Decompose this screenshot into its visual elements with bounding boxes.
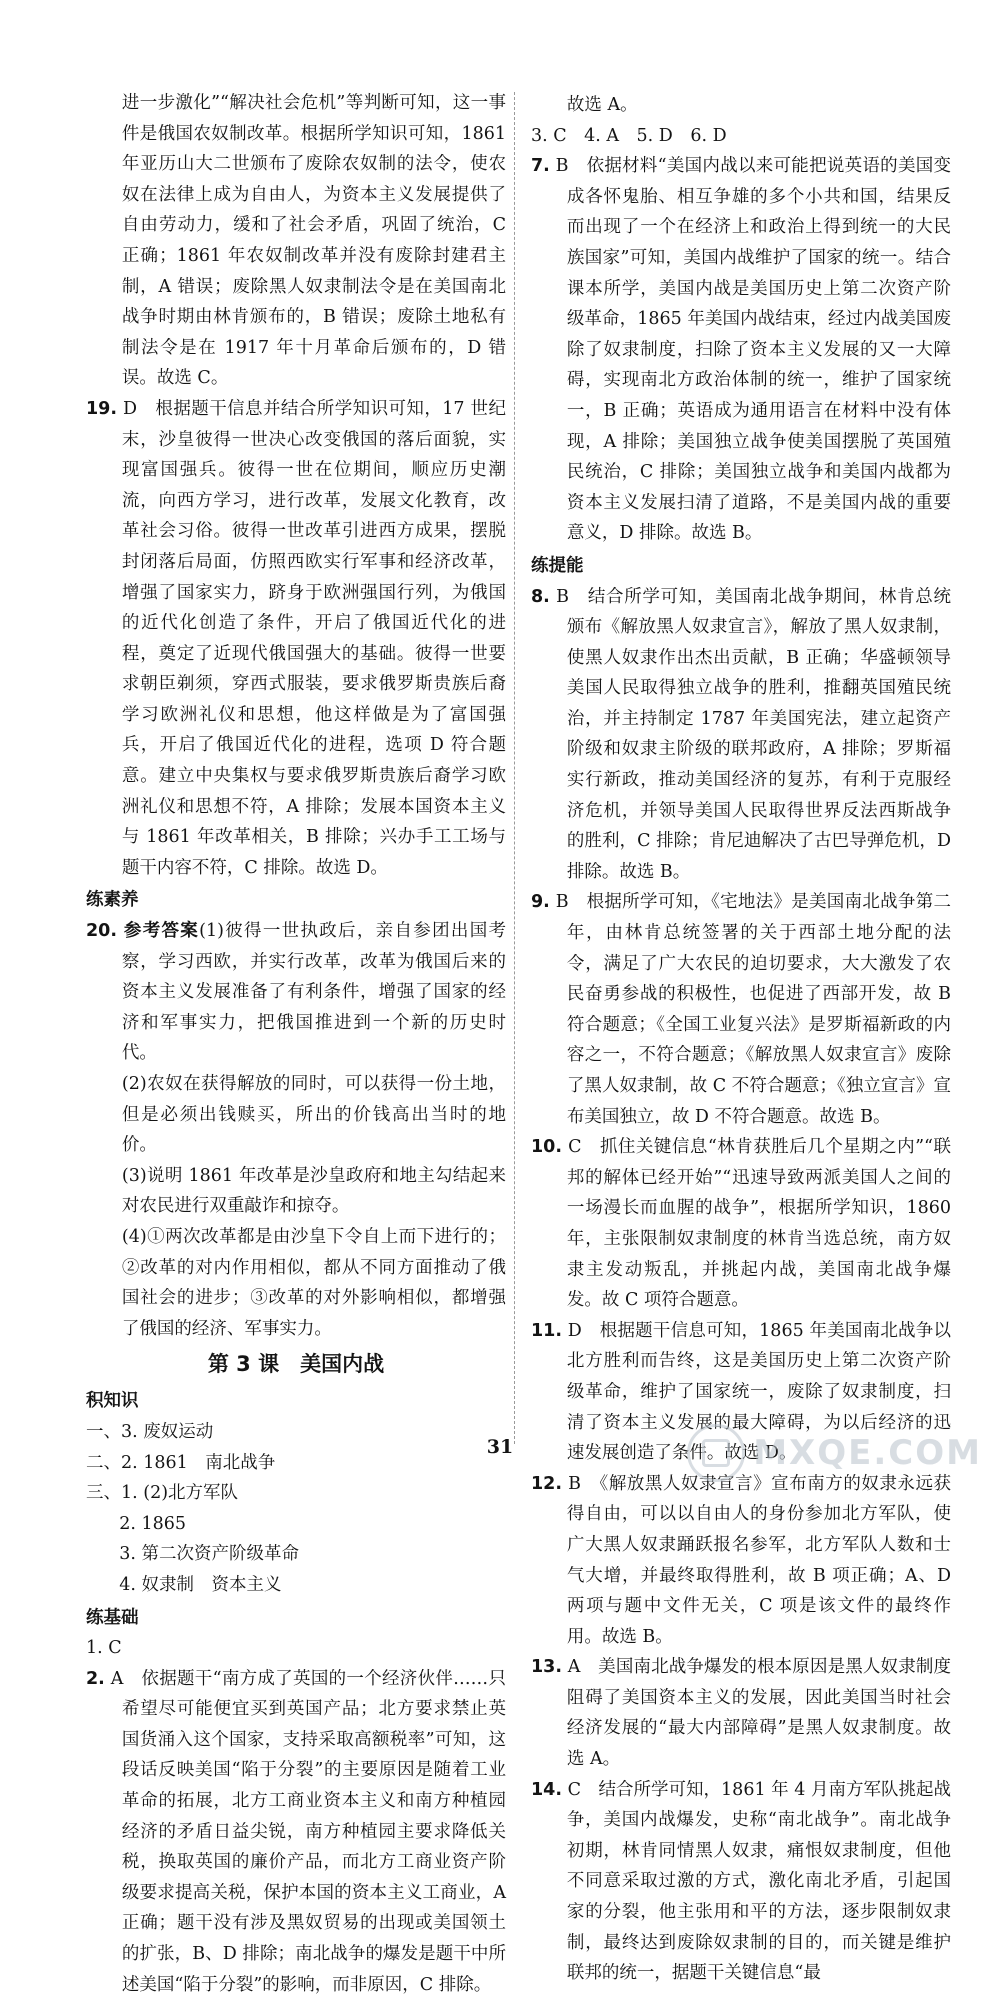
knowledge-item: 一、3. 废奴运动 <box>86 1421 214 1442</box>
answer-body: A 依据题干“南方成了英国的一个经济伙伴……只希望尽可能便宜买到英国产品；北方要求禁止英国货涌入这个国家，支持采取高额税率”可知，这段话反映美国“陷于分裂”的主要原因是随着工业革命的拓展，北方工商业资本主义和南方种植园经济的矛盾日益尖锐，南方种植园主要求降低关税，换取英国的廉价产品，而北方工商业资产阶级要求提高关税，保护本国的资本主义工商业，A 正确；题干没有涉及黑奴贸易的出现或美国领土的扩张，B、D 排除；南北战争的爆发是题干中所述美国“陷于分裂”的影响，而非原因，C 排除。 <box>110 1668 506 1995</box>
section-heading-knowledge: 积知识 <box>86 1391 139 1412</box>
answer-number: 7. <box>531 156 550 177</box>
answer-20-part-2: (2)农奴在获得解放的同时，可以获得一份土地，但是必须出钱赎买，所出的价钱高出当时的地价。 <box>121 1074 506 1156</box>
answers-3-6: 3. C 4. A 5. D 6. D <box>531 125 727 146</box>
section-heading-practice-literacy: 练素养 <box>86 890 139 911</box>
answer-body: C 结合所学可知，1861 年 4 月南方军队挑起战争，美国内战爆发，史称“南北战争”。南北战争初期，林肯同情黑人奴隶，痛恨奴隶制度，但他不同意采取过激的方式，激化南北矛盾，引起国家的分裂，他主张用和平的方法，逐步限制奴隶制，最终达到废除奴隶制的目的，而关键是维护联邦的统一，据题干关键信息“最 <box>566 1779 951 1984</box>
answer-12 <box>531 1469 951 1653</box>
answer-body: B 根据所学可知，《宅地法》是美国南北战争第二年，由林肯总统签署的关于西部土地分配的法令，满足了广大农民的迫切要求，大大激发了农民奋勇参战的积极性，也促进了西部开发，故 B 符合题意；《全国工业复兴法》是罗斯福新政的内容之一，不符合题意；《解放黑人奴隶宣言》废除了黑人奴隶制，故 C 不符合题意；《独立宣言》宣布美国独立，故 D 不符合题意。故选 B。 <box>555 892 951 1127</box>
answer-9 <box>531 887 951 1132</box>
knowledge-item: 二、2. 1861 南北战争 <box>86 1452 276 1473</box>
answer-body: C 抓住关键信息“林肯获胜后几个星期之内”“联邦的解体已经开始”“迅速导致两派美国人之间的一场漫长而血腥的战争”，根据所学知识，1860 年，主张限制奴隶制度的林肯当选总统，南方奴隶主发动叛乱，并挑起内战，美国南北战争爆发。故 C 项符合题意。 <box>566 1137 951 1311</box>
left-column <box>86 88 506 2000</box>
column-divider <box>514 92 515 1444</box>
answer-1: 1. C <box>86 1638 122 1659</box>
watermark <box>687 1424 982 1482</box>
section-heading-basics: 练基础 <box>86 1607 139 1628</box>
answer-number: 8. <box>531 586 550 607</box>
right-column <box>531 90 951 1989</box>
answer-number: 13. <box>531 1657 563 1678</box>
lesson-title: 第 3 课 美国内战 <box>207 1352 385 1377</box>
answer-2 <box>86 1664 506 2000</box>
knowledge-item: 三、1. (2)北方军队 <box>86 1483 239 1504</box>
answer-19 <box>86 394 506 884</box>
answer-20-part-3: (3)说明 1861 年改革是沙皇政府和地主勾结起来对农民进行双重敲诈和掠夺。 <box>121 1165 506 1217</box>
watermark-text: MXQE.COM <box>753 1433 982 1473</box>
answer-number: 14. <box>531 1779 563 1800</box>
knowledge-item: 3. 第二次资产阶级革命 <box>119 1544 300 1565</box>
answer-body: D 根据题干信息并结合所学知识可知，17 世纪末，沙皇彼得一世决心改变俄国的落后面貌，实现富国强兵。彼得一世在位期间，顺应历史潮流，向西方学习，进行改革，发展文化教育，改革社会习俗。彼得一世改革引进西方成果，摆脱封闭落后局面，仿照西欧实行军事和经济改革，增强了国家实力，跻身于欧洲强国行列，为俄国的近代化创造了条件，开启了俄国近代化的进程，奠定了近现代俄国强大的基础。彼得一世要求朝臣剃须，穿西式服装，要求俄罗斯贵族后裔学习欧洲礼仪和思想，他这样做是为了富国强兵，开启了俄国近代化的进程，选项 D 符合题意。建立中央集权与要求俄罗斯贵族后裔学习欧洲礼仪和思想不符，A 排除；发展本国资本主义与 1861 年改革相关，B 排除；兴办手工工场与题干内容不符，C 排除。故选 D。 <box>121 398 506 878</box>
answer-number: 11. <box>531 1320 563 1341</box>
answer-number: 12. <box>531 1473 563 1494</box>
q18-continuation: 进一步激化”“解决社会危机”等判断可知，这一事件是俄国农奴制改革。根据所学知识可知，1861 年亚历山大二世颁布了废除农奴制的法令，使农奴在法律上成为自由人，为资本主义发展提供了自由劳动力，缓和了社会矛盾，巩固了统治，C 正确；1861 年农奴制改革并没有废除封建君主制，A 错误；废除黑人奴隶制法令是在美国南北战争时期由林肯颁布的，B 错误；废除土地私有制法令是在 1917 年十月革命后颁布的，D 错误。故选 C。 <box>121 93 506 389</box>
answer-body: B 结合所学可知，美国南北战争期间，林肯总统颁布《解放黑人奴隶宣言》，解放了黑人奴隶制，使黑人奴隶作出杰出贡献，B 正确；华盛顿领导美国人民取得独立战争的胜利，推翻英国殖民统治，并主持制定 1787 年美国宪法，建立起资产阶级和奴隶主阶级的联邦政府，A 排除；罗斯福实行新政，推动美国经济的复苏，有利于克服经济危机，并领导美国人民取得世界反法西斯战争的胜利，C 排除；肯尼迪解决了古巴导弹危机，D 排除。故选 B。 <box>556 586 951 882</box>
knowledge-item: 4. 奴隶制 资本主义 <box>119 1574 282 1595</box>
page-number: 31 <box>486 1436 514 1458</box>
answer-8 <box>531 582 951 888</box>
answer-body: B 依据材料“美国内战以来可能把说英语的美国变成各怀鬼胎、相互争雄的多个小共和国，结果反而出现了一个在经济上和政治上得到统一的大民族国家”可知，美国内战维护了国家的统一。结合课本所学，美国内战是美国历史上第二次资产阶级革命，1865 年美国内战结束，经过内战美国废除了奴隶制度，扫除了资本主义发展的又一大障碍，实现南北方政治体制的统一，维护了国家统一，B 正确；英语成为通用语言在材料中没有体现，A 排除；美国独立战争使美国摆脱了英国殖民统治，C 排除；美国独立战争和美国内战都为资本主义发展扫清了道路，不是美国内战的重要意义，D 排除。故选 B。 <box>555 156 951 544</box>
answer-body: B 《解放黑人奴隶宣言》宣布南方的奴隶永远获得自由，可以以自由人的身份参加北方军队，使广大黑人奴隶踊跃报名参军，北方军队人数和士气大增，并最终取得胜利，故 B 项正确；A、D 两项与题中文件无关，C 项是该文件的最终作用。故选 B。 <box>566 1473 951 1647</box>
answer-2-continuation: 故选 A。 <box>566 95 638 115</box>
answer-number: 20. <box>86 921 118 942</box>
section-heading-practice-ability: 练提能 <box>531 555 584 576</box>
answer-number: 2. <box>86 1668 105 1689</box>
answer-part-1: (1)彼得一世执政后，亲自参团出国考察，学习西欧，并实行改革，改革为俄国后来的资本主义发展准备了有利条件，增强了国家的经济和军事实力，把俄国推进到一个新的历史时代。 <box>121 921 506 1064</box>
watermark-logo-icon <box>687 1424 745 1482</box>
answer-number: 10. <box>531 1137 563 1158</box>
answer-7 <box>531 151 951 549</box>
answer-number: 19. <box>86 398 118 419</box>
answer-body: A 美国南北战争爆发的根本原因是黑人奴隶制度阻碍了美国资本主义的发展，因此美国当时社会经济发展的“最大内部障碍”是黑人奴隶制度。故选 A。 <box>566 1657 951 1770</box>
answer-body: D 根据题干信息可知，1865 年美国南北战争以北方胜利而告终，这是美国历史上第二次资产阶级革命，维护了国家统一，废除了奴隶制度，扫清了资本主义发展的最大障碍，为以后经济的迅速发展创造了条件。故选 D。 <box>566 1320 951 1464</box>
reference-answer-label: 参考答案 <box>123 921 200 942</box>
answer-20-part-4: (4)①两次改革都是由沙皇下令自上而下进行的；②改革的对内作用相似，都从不同方面推动了俄国社会的进步；③改革的对外影响相似，都增强了俄国的经济、军事实力。 <box>121 1226 506 1339</box>
knowledge-item: 2. 1865 <box>119 1513 187 1534</box>
answer-10 <box>531 1132 951 1316</box>
answer-14 <box>531 1775 951 1989</box>
answer-20 <box>86 916 506 1069</box>
answer-number: 9. <box>531 892 550 913</box>
answer-13 <box>531 1652 951 1774</box>
